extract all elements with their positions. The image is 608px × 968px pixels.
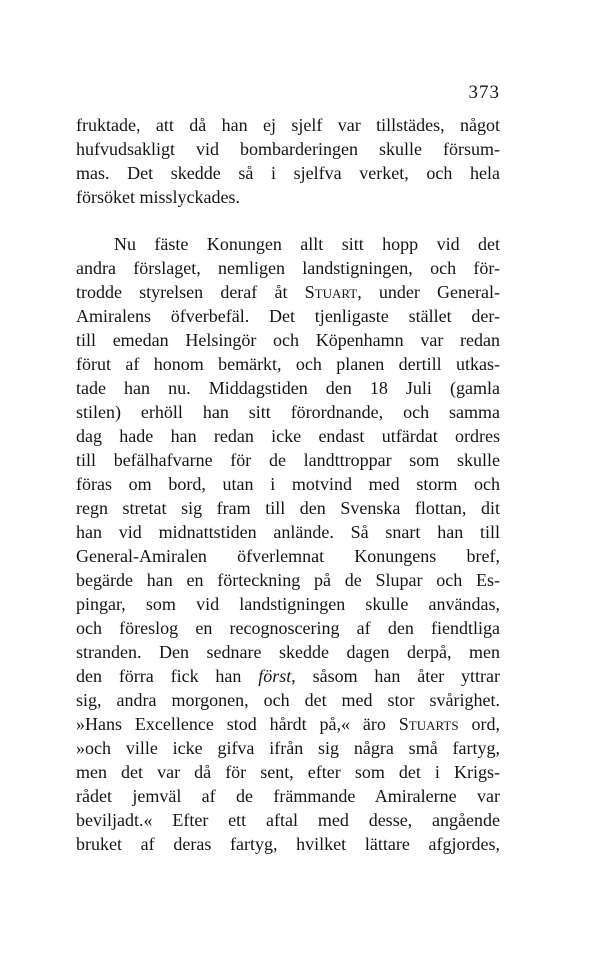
- text-line: »och ville icke gifva ifrån sig några små fartyg,: [76, 738, 500, 758]
- text-line: Amiralens öfverbefäl. Det tjenligaste stället der-: [76, 306, 500, 326]
- paragraph-1: [76, 113, 500, 209]
- person-name: Stuart: [304, 282, 358, 302]
- text-line: General-Amiralen öfverlemnat Konungens bref,: [76, 546, 500, 566]
- person-name: Stuarts: [398, 714, 459, 734]
- text-line: förut af honom bemärkt, och planen dertill utkas-: [76, 354, 500, 374]
- text-line: hufvudsakligt vid bombarderingen skulle försum-: [76, 139, 500, 159]
- text-line: sig, andra morgonen, och det med stor svårighet.: [76, 690, 500, 710]
- text-segment: , såsom han åter yttrar: [291, 666, 500, 686]
- text-line: dag hade han redan icke endast utfärdat ordres: [76, 426, 500, 446]
- text-segment: trodde styrelsen deraf åt: [76, 282, 305, 302]
- text-line-with-emphasis: [76, 664, 500, 688]
- text-line: men det var då för sent, efter som det i Krigs-: [76, 762, 500, 782]
- text-line: stilen) erhöll han sitt förordnande, och samma: [76, 402, 500, 422]
- text-line: tade han nu. Middagstiden den 18 Juli (gamla: [76, 378, 500, 398]
- text-line: föras om bord, utan i motvind med storm och: [76, 474, 500, 494]
- text-segment: »Hans Excellence stod hårdt på,« äro: [76, 714, 399, 734]
- text-line: mas. Det skedde så i sjelfva verket, och hela: [76, 163, 500, 183]
- text-line: till emedan Helsingör och Köpenhamn var redan: [76, 330, 500, 350]
- text-line: Nu fäste Konungen allt sitt hopp vid det: [114, 234, 500, 254]
- text-line: andra förslaget, nemligen landstigningen, och för-: [76, 258, 500, 278]
- text-line: stranden. Den sednare skedde dagen derpå, men: [76, 642, 500, 662]
- text-segment: , under General-: [357, 282, 500, 302]
- text-segment: den förra fick han: [76, 666, 259, 686]
- text-line: och föreslog en recognoscering af den fiendtliga: [76, 618, 500, 638]
- emphasized-word: först: [258, 666, 292, 686]
- text-line: han vid midnattstiden anlände. Så snart han till: [76, 522, 500, 542]
- text-segment: ord,: [458, 714, 500, 734]
- text-line: rådet jemväl af de främmande Amiralerne var: [76, 786, 500, 806]
- text-line: bruket af deras fartyg, hvilket lättare afgjordes,: [76, 834, 500, 854]
- text-line: regn stretat sig fram till den Svenska flottan, dit: [76, 498, 500, 518]
- text-line: till befälhafvarne för de landttroppar som skulle: [76, 450, 500, 470]
- text-line: pingar, som vid landstigningen skulle användas,: [76, 594, 500, 614]
- paragraph-2: [76, 232, 500, 856]
- text-line-with-name: [76, 712, 500, 736]
- text-line: begärde han en förteckning på de Slupar och Es-: [76, 570, 500, 590]
- text-line: fruktade, att då han ej sjelf var tillstädes, något: [76, 115, 500, 135]
- text-line: beviljadt.« Efter ett aftal med desse, angående: [76, 810, 500, 830]
- text-line: försöket misslyckades.: [76, 187, 240, 207]
- page-number: 373: [468, 82, 500, 103]
- text-line-with-name: [76, 280, 500, 304]
